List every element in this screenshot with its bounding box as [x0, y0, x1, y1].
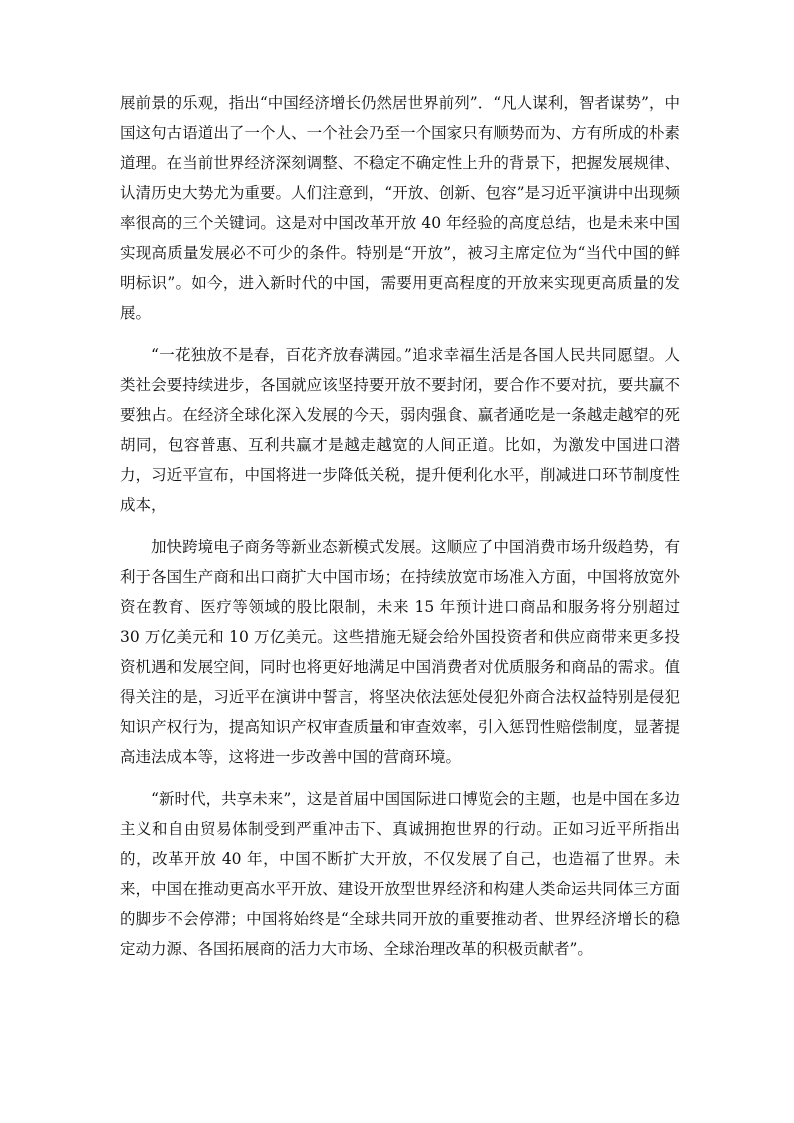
- paragraph-1: 展前景的乐观，指出“中国经济增长仍然居世界前列”．“凡人谋利，智者谋势”，中国这句古语道出了一个人、一个社会乃至一个国家只有顺势而为、方有所成的朴素道理。在当前世界经济深刻调整、不稳定不确定性上升的背景下，把握发展规律、认清历史大势尤为重要。人们注意到，“开放、创新、包容”是习近平演讲中出现频率很高的三个关键词。这是对中国改革开放 40 年经验的高度总结，也是未来中国实现高质量发展必不可少的条件。特别是“开放”，被习主席定位为“当代中国的鲜明标识”。如今，进入新时代的中国，需要用更高程度的开放来实现更高质量的发展。: [120, 94, 680, 322]
- document-page: [120, 88, 680, 976]
- paragraph-2: “一花独放不是春，百花齐放春满园。”追求幸福生活是各国人民共同愿望。人类社会要持续进步，各国就应该坚持要开放不要封闭，要合作不要对抗，要共赢不要独占。在经济全球化深入发展的今天，弱肉强食、赢者通吃是一条越走越窄的死胡同，包容普惠、互利共赢才是越走越宽的人间正道。比如，为激发中国进口潜力，习近平宣布，中国将进一步降低关税，提升便利化水平，削减进口环节制度性成本，: [120, 346, 680, 514]
- paragraph-4: “新时代，共享未来”，这是首届中国国际进口博览会的主题，也是中国在多边主义和自由贸易体制受到严重冲击下、真诚拥抱世界的行动。正如习近平所指出的，改革开放 40 年，中国不断扩大开放，不仅发展了自己，也造福了世界。未来，中国在推动更高水平开放、建设开放型世界经济和构建人类命运共同体三方面的脚步不会停滞；中国将始终是“全球共同开放的重要推动者、世界经济增长的稳定动力源、各国拓展商的活力大市场、全球治理改革的积极贡献者”。: [120, 790, 680, 958]
- paragraph-3: 加快跨境电子商务等新业态新模式发展。这顺应了中国消费市场升级趋势，有利于各国生产商和出口商扩大中国市场；在持续放宽市场准入方面，中国将放宽外资在教育、医疗等领域的股比限制，未来 15 年预计进口商品和服务将分别超过 30 万亿美元和 10 万亿美元。这些措施无疑会给外国投资者和供应商带来更多投资机遇和发展空间，同时也将更好地满足中国消费者对优质服务和商品的需求。值得关注的是，习近平在演讲中誓言，将坚决依法惩处侵犯外商合法权益特别是侵犯知识产权行为，提高知识产权审查质量和审查效率，引入惩罚性赔偿制度，显著提高违法成本等，这将进一步改善中国的营商环境。: [120, 538, 680, 766]
